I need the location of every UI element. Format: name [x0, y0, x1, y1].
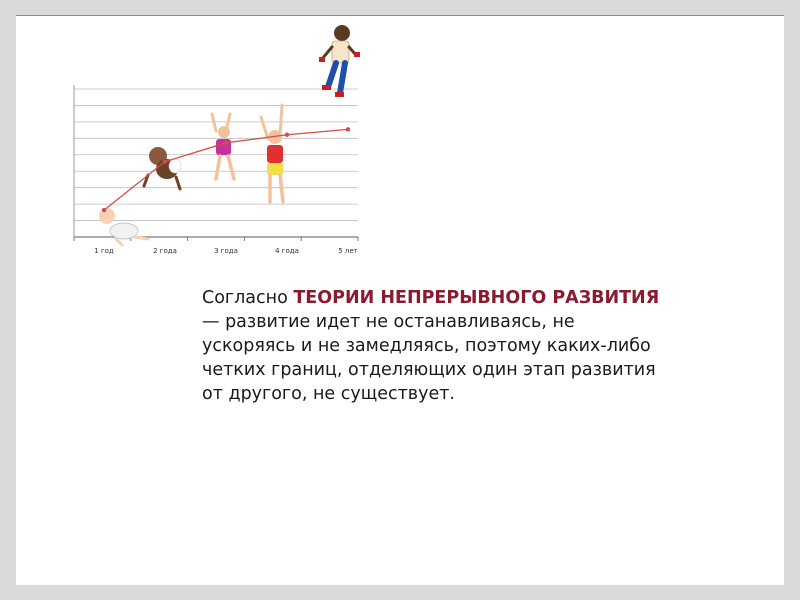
- x-tick-label: 5 лет: [338, 247, 358, 255]
- development-chart: [56, 19, 376, 264]
- chart-grid: [74, 89, 358, 237]
- chart-x-labels: [94, 247, 358, 255]
- x-tick-label: 3 года: [214, 247, 238, 255]
- baby-crawling-illustration: [99, 208, 148, 245]
- data-point: [224, 141, 228, 145]
- data-point: [346, 127, 350, 131]
- body-text-rest: — развитие идет не останавливаясь, не ускоряясь и не замедляясь, поэтому каких-либо четких границ, отделяющих один этап развития от другого, не существует.: [202, 312, 656, 404]
- x-tick-label: 1 год: [94, 247, 114, 255]
- data-point: [102, 208, 106, 212]
- chart-svg: [56, 19, 376, 264]
- child-running-illustration: [319, 25, 360, 97]
- x-tick-label: 2 года: [153, 247, 177, 255]
- slide: [16, 15, 784, 585]
- data-point: [285, 133, 289, 137]
- x-tick-label: 4 года: [275, 247, 299, 255]
- theory-name-highlight: ТЕОРИИ НЕПРЕРЫВНОГО РАЗВИТИЯ: [293, 288, 660, 308]
- body-text-intro: Согласно: [202, 288, 294, 308]
- data-point: [163, 159, 167, 163]
- body-text: [202, 286, 662, 406]
- baby-sitting-illustration: [144, 147, 181, 189]
- chart-axes: [74, 85, 358, 241]
